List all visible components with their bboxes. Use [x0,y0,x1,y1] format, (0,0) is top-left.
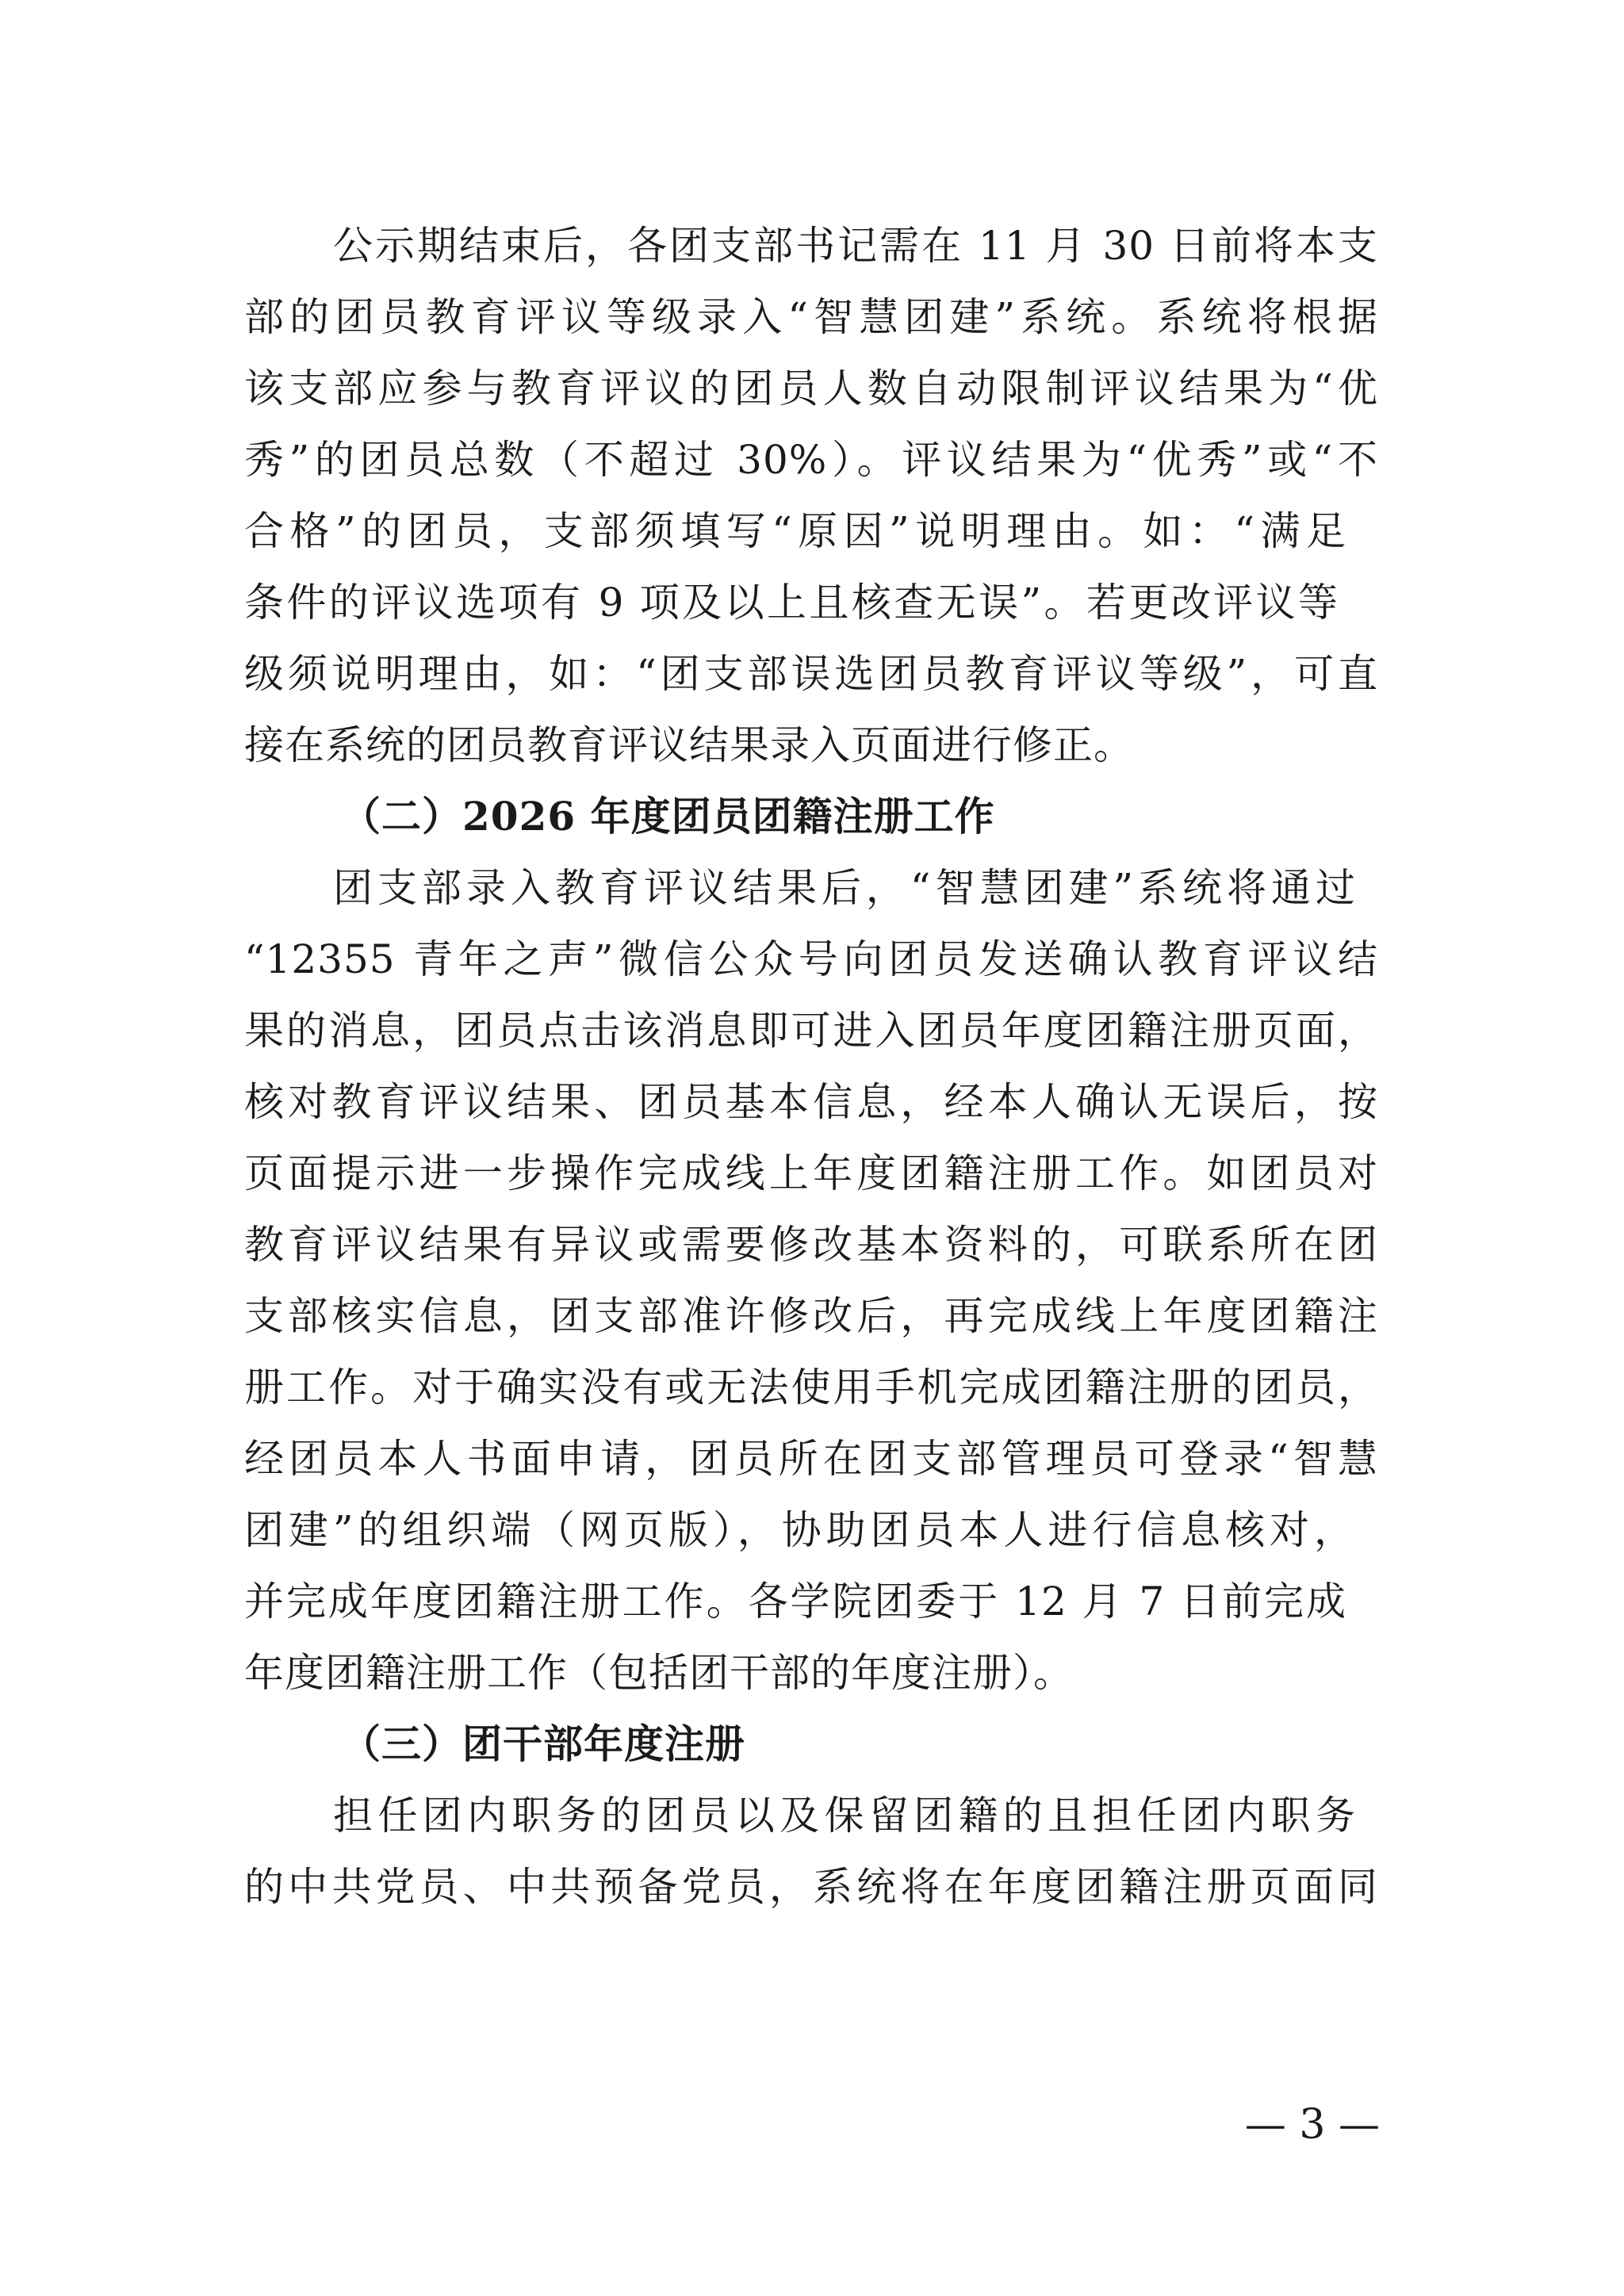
paragraph-line: 部的团员教育评议等级录入“智慧团建”系统。系统将根据 [244,294,1378,340]
paragraph-line: 公示期结束后，各团支部书记需在 11 月 30 日前将本支 [333,223,1378,269]
page-number: — 3 — [1244,2101,1380,2149]
section-heading: （二）2026 年度团员团籍注册工作 [341,793,995,840]
paragraph-line: 条件的评议选项有 9 项及以上且核查无误”。若更改评议等 [244,580,1339,626]
paragraph-line: 级须说明理由，如：“团支部误选团员教育评议等级”，可直 [244,651,1378,697]
paragraph-line: 合格”的团员，支部须填写“原因”说明理由。如：“满足 [244,508,1346,554]
paragraph-line: 经团员本人书面申请，团员所在团支部管理员可登录“智慧 [244,1436,1378,1482]
paragraph-line: 年度团籍注册工作（包括团干部的年度注册）。 [244,1650,1074,1696]
paragraph-line: 册工作。对于确实没有或无法使用手机完成团籍注册的团员， [244,1364,1378,1410]
paragraph-line: 担任团内职务的团员以及保留团籍的且担任团内职务 [333,1793,1356,1839]
paragraph-line: 团支部录入教育评议结果后，“智慧团建”系统将通过 [333,865,1356,911]
paragraph-line: 并完成年度团籍注册工作。各学院团委于 12 月 7 日前完成 [244,1578,1346,1624]
paragraph-line: 页面提示进一步操作完成线上年度团籍注册工作。如团员对 [244,1150,1378,1196]
paragraph-line: 果的消息，团员点击该消息即可进入团员年度团籍注册页面， [244,1008,1378,1054]
paragraph-line: 教育评议结果有异议或需要修改基本资料的，可联系所在团 [244,1222,1378,1268]
paragraph-line: 的中共党员、中共预备党员，系统将在年度团籍注册页面同 [244,1864,1378,1910]
paragraph-line: 核对教育评议结果、团员基本信息，经本人确认无误后，按 [244,1079,1378,1125]
paragraph-line: 该支部应参与教育评议的团员人数自动限制评议结果为“优 [244,365,1378,411]
paragraph-line: 团建”的组织端（网页版），协助团员本人进行信息核对， [244,1507,1354,1553]
section-heading: （三）团干部年度注册 [341,1720,745,1767]
paragraph-line: “12355 青年之声”微信公众号向团员发送确认教育评议结 [244,936,1378,982]
paragraph-line: 秀”的团员总数（不超过 30%）。评议结果为“优秀”或“不 [244,437,1378,483]
paragraph-line: 接在系统的团员教育评议结果录入页面进行修正。 [244,722,1134,768]
paragraph-line: 支部核实信息，团支部准许修改后，再完成线上年度团籍注 [244,1293,1378,1339]
